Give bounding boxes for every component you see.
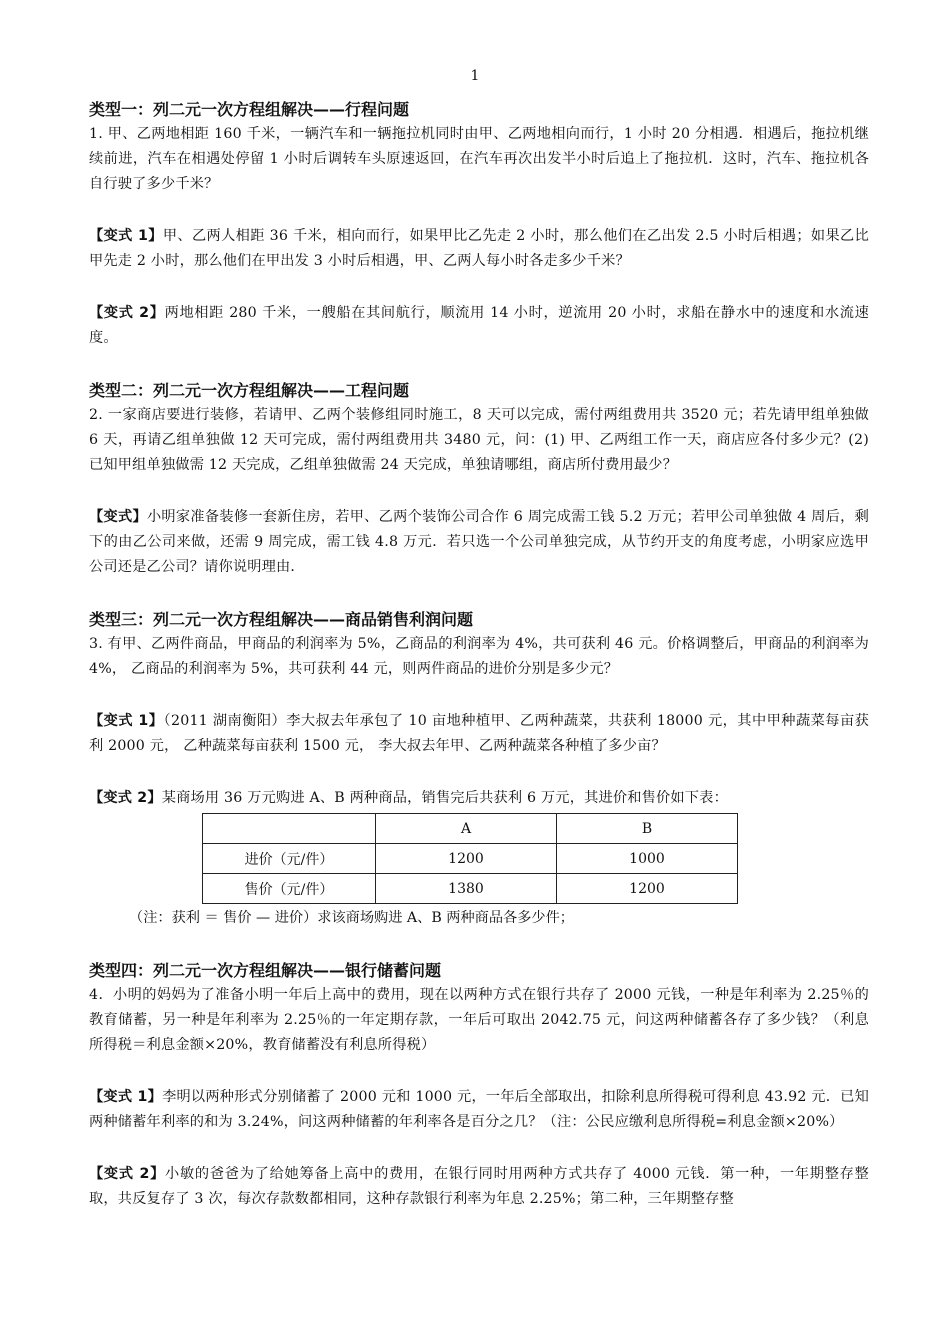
problem-text: 3. 有甲、乙两件商品，甲商品的利润率为 5%，乙商品的利润率为 4%，共可获利 46 元。价格调整后，甲商品的利润率为 4%， 乙商品的利润率为 5%，共可获利 44 元，则两件商品的进价分别是多少元？ (89, 636, 874, 677)
table-header-cell: B (557, 814, 738, 844)
variant-paragraph (89, 1162, 869, 1212)
price-table (202, 813, 738, 904)
variant-tag: 【变式 1】 (89, 713, 164, 729)
variant-text: 甲、乙两人相距 36 千米，相向而行，如果甲比乙先走 2 小时，那么他们在乙出发 2.5 小时后相遇；如果乙比甲先走 2 小时，那么他们在甲出发 3 小时后相遇，甲、乙两人每小时各走多少千米？ (89, 228, 869, 269)
section-heading: 类型四：列二元一次方程组解决——银行储蓄问题 (89, 961, 442, 980)
variant-text: 两地相距 280 千米，一艘船在其间航行，顺流用 14 小时，逆流用 20 小时，求船在静水中的速度和水流速度。 (89, 305, 869, 346)
section-heading: 类型三：列二元一次方程组解决——商品销售利润问题 (89, 610, 474, 629)
table-cell: 1200 (376, 844, 557, 874)
table-row-label: 进价（元/件） (203, 844, 376, 874)
variant-text: 李明以两种形式分别储蓄了 2000 元和 1000 元，一年后全部取出，扣除利息所得税可得利息 43.92 元．已知两种储蓄年利率的和为 3.24%，问这两种储蓄的年利率各是百分之几？（注：公民应缴利息所得税=利息金额×20%） (89, 1089, 869, 1130)
variant-paragraph (89, 1085, 869, 1135)
table-cell: 1380 (376, 874, 557, 904)
table-header-cell: A (376, 814, 557, 844)
variant-paragraph (89, 301, 869, 351)
table-note: （注：获利 ＝ 售价 — 进价）求该商场购进 A、B 两种商品各多少件； (129, 910, 574, 926)
page-number: 1 (470, 68, 480, 84)
variant-text: 某商场用 36 万元购进 A、B 两种商品，销售完后共获利 6 万元，其进价和售价如下表： (161, 790, 728, 806)
variant-tag: 【变式 2】 (89, 1166, 166, 1182)
variant-text: （2011 湖南衡阳）李大叔去年承包了 10 亩地种植甲、乙两种蔬菜，共获利 18000 元，其中甲种蔬菜每亩获利 2000 元， 乙种蔬菜每亩获利 1500 元， 李大叔去年甲、乙两种蔬菜各种植了多少亩？ (89, 713, 869, 754)
table-row (203, 844, 738, 874)
table-cell: 1000 (557, 844, 738, 874)
variant-paragraph (89, 786, 869, 811)
table-cell: 1200 (557, 874, 738, 904)
table-cell (203, 814, 376, 844)
variant-tag: 【变式 1】 (89, 1089, 163, 1105)
variant-tag: 【变式】 (89, 509, 147, 525)
variant-tag: 【变式 2】 (89, 305, 165, 321)
document-body (89, 98, 874, 1212)
table-header-row (203, 814, 738, 844)
variant-paragraph (89, 505, 869, 580)
section-heading: 类型二：列二元一次方程组解决——工程问题 (89, 381, 410, 400)
variant-paragraph (89, 709, 869, 759)
variant-tag: 【变式 2】 (89, 790, 162, 806)
problem-text: 4．小明的妈妈为了准备小明一年后上高中的费用，现在以两种方式在银行共存了 2000 元钱，一种是年利率为 2.25％的教育储蓄，另一种是年利率为 2.25％的一年定期存款，一年后可取出 2042.75 元，问这两种储蓄各存了多少钱？（利息所得税＝利息金额×20%，教育储蓄没有利息所得税） (89, 987, 869, 1053)
problem-text: 1. 甲、乙两地相距 160 千米，一辆汽车和一辆拖拉机同时由甲、乙两地相向而行，1 小时 20 分相遇．相遇后，拖拉机继续前进，汽车在相遇处停留 1 小时后调转车头原速返回，在汽车再次出发半小时后追上了拖拉机．这时，汽车、拖拉机各自行驶了多少千米？ (89, 126, 869, 192)
table-row-label: 售价（元/件） (203, 874, 376, 904)
section-heading: 类型一：列二元一次方程组解决——行程问题 (89, 100, 410, 119)
variant-tag: 【变式 1】 (89, 228, 163, 244)
variant-paragraph (89, 224, 869, 274)
table-row (203, 874, 738, 904)
problem-text: 2. 一家商店要进行装修，若请甲、乙两个装修组同时施工，8 天可以完成，需付两组费用共 3520 元；若先请甲组单独做 6 天，再请乙组单独做 12 天可完成，需付两组费用共 3480 元，问：(1) 甲、乙两组工作一天，商店应各付多少元？(2) 已知甲组单独做需 12 天完成，乙组单独做需 24 天完成，单独请哪组，商店所付费用最少？ (89, 407, 874, 473)
variant-text: 小明家准备装修一套新住房，若甲、乙两个装饰公司合作 6 周完成需工钱 5.2 万元；若甲公司单独做 4 周后，剩下的由乙公司来做，还需 9 周完成，需工钱 4.8 万元．若只选一个公司单独完成，从节约开支的角度考虑，小明家应选甲公司还是乙公司？请你说明理由． (89, 509, 869, 575)
variant-text: 小敏的爸爸为了给她筹备上高中的费用，在银行同时用两种方式共存了 4000 元钱．第一种，一年期整存整取，共反复存了 3 次，每次存款数都相同，这种存款银行利率为年息 2.25%；第二种，三年期整存整 (89, 1166, 869, 1207)
